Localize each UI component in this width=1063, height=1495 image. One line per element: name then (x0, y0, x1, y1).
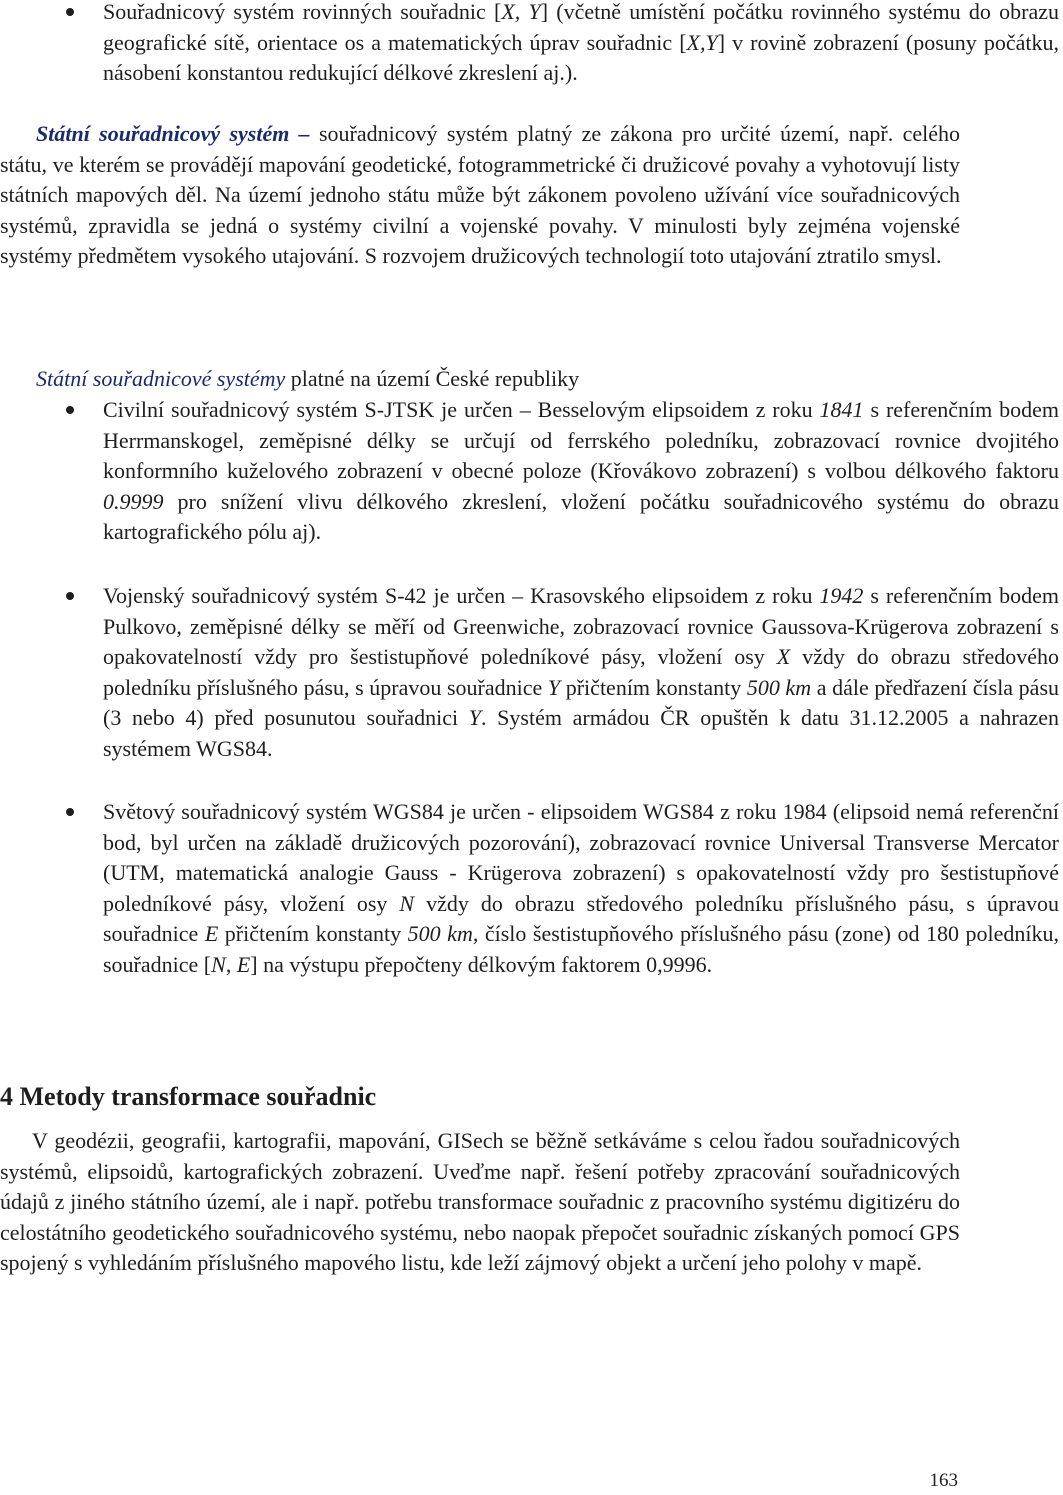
bullet-icon (66, 808, 74, 816)
list-item-sjtsk: Civilní souřadnicový systém S-JTSK je určen – Besselovým elipsoidem z roku 1841 s referenčním bodem Herrmanskogel, zeměpisné délky se určují od ferrského poledníku, zobrazovací rovnice dvojitého konformního kuželového zobrazení v obecné poloze (Křovákovo zobrazení) s volbou délkového faktoru 0.9999 pro snížení vlivu délkového zkreslení, vložení počátku souřadnicového systému do obrazu kartografického pólu aj). (0, 395, 1063, 548)
paragraph-state-coordinate-system: Státní souřadnicový systém – souřadnicový systém platný ze zákona pro určité území, např. celého státu, ve kterém se provádějí mapování geodetické, fotogrammetrické či družicové povahy a vyhotovují listy státních mapových děl. Na území jednoho státu může být zákonem povoleno užívání více souřadnicových systémů, zpravidla se jedná o systémy civilní a vojenské povahy. V minulosti byly zejména vojenské systémy předmětem vysokého utajování. S rozvojem družicových technologií toto utajování ztratilo smysl. (0, 121, 960, 269)
paragraph-state-systems-intro: Státní souřadnicové systémy platné na území České republiky (36, 366, 580, 391)
list-item-s42: Vojenský souřadnicový systém S-42 je určen – Krasovského elipsoidem z roku 1942 s referenčním bodem Pulkovo, zeměpisné délky se měří od Greenwiche, zobrazovací rovnice Gaussova-Krügerova zobrazení s opakovatelností vždy pro šestistupňové poledníkové pásy, vložení osy X vždy do obrazu středového poledníku příslušného pásu, s úpravou souřadnice Y přičtením konstanty 500 km a dále předřazení čísla pásu (3 nebo 4) před posunutou souřadnici Y. Systém armádou ČR opuštěn k datu 31.12.2005 a nahrazen systémem WGS84. (0, 581, 1063, 765)
term-state-coordinate-system: Státní souřadnicový systém – (36, 121, 310, 146)
paragraph-section-body: V geodézii, geografii, kartografii, mapování, GISech se běžně setkáváme s celou řadou souřadnicových systémů, elipsoidů, kartografických zobrazení. Uveďme např. řešení potřeby zpracování souřadnicových údajů z jiného státního území, ale i např. potřebu transformace souřadnic z pracovního systému digitizéru do celostátního geodetického souřadnicového systému, nebo naopak přepočet souřadnic získaných pomocí GPS spojený s vyhledáním příslušného mapového listu, kde leží zájmový objekt a určení jeho polohy v mapě. (0, 1128, 960, 1276)
list-item-plane-coordinate-system: Souřadnicový systém rovinných souřadnic [X, Y] (včetně umístění počátku rovinného systému do obrazu geografické sítě, orientace os a matematických úprav souřadnic [X,Y] v rovině zobrazení (posuny počátku, násobení konstantou redukující délkové zkreslení aj.). (0, 0, 1063, 89)
term-state-coordinate-systems: Státní souřadnicové systémy (36, 366, 286, 391)
list-item-wgs84: Světový souřadnicový systém WGS84 je určen - elipsoidem WGS84 z roku 1984 (elipsoid nemá referenční bod, byl určen na základě družicových pozorování), zobrazovací rovnice Universal Transverse Mercator (UTM, matematická analogie Gauss - Krügerova zobrazení) s opakovatelností vždy pro šestistupňové poledníkové pásy, vložení osy N vždy do obrazu středového poledníku příslušného pásu, s úpravou souřadnice E přičtením konstanty 500 km, číslo šestistupňového příslušného pásu (zone) od 180 poledníku, souřadnice [N, E] na výstupu přepočteny délkovým faktorem 0,9996. (0, 797, 1063, 981)
page-number: 163 (929, 1470, 958, 1491)
section-heading: 4 Metody transformace souřadnic (0, 1082, 377, 1111)
bullet-icon (66, 406, 74, 414)
bullet-icon (66, 592, 74, 600)
bullet-icon (66, 8, 74, 16)
